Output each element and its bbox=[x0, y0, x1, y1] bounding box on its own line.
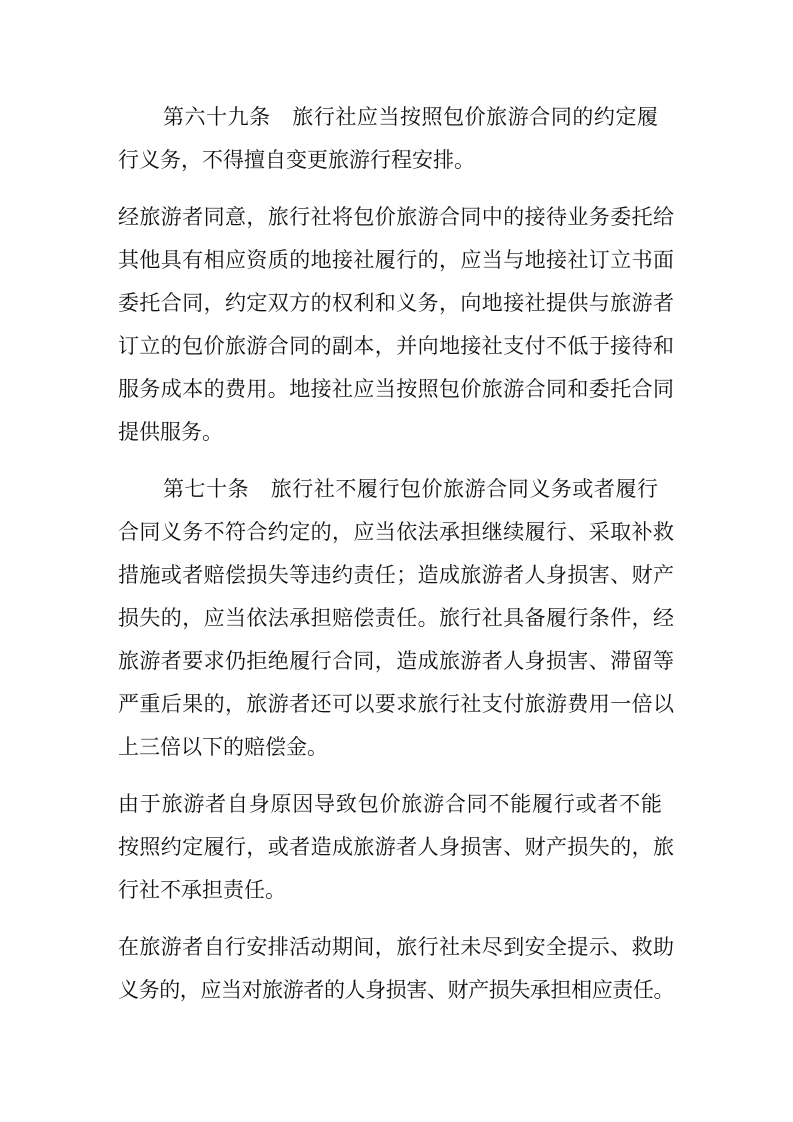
paragraph-line: 义务的，应当对旅游者的人身损害、财产损失承担相应责任。 bbox=[118, 978, 674, 1002]
paragraph-line: 服务成本的费用。地接社应当按照包价旅游合同和委托合同 bbox=[118, 377, 674, 401]
article-69-paragraph bbox=[118, 96, 674, 182]
paragraph-line: 订立的包价旅游合同的副本，并向地接社支付不低于接待和 bbox=[118, 334, 674, 358]
article-70-paragraph bbox=[118, 468, 674, 769]
paragraph-line: 合同义务不符合约定的，应当依法承担继续履行、采取补救 bbox=[118, 520, 674, 544]
paragraph-line: 其他具有相应资质的地接社履行的，应当与地接社订立书面 bbox=[118, 248, 674, 272]
paragraph-line: 由于旅游者自身原因导致包价旅游合同不能履行或者不能 bbox=[118, 792, 662, 816]
paragraph-line: 行社不承担责任。 bbox=[118, 878, 286, 902]
paragraph-line: 委托合同，约定双方的权利和义务，向地接社提供与旅游者 bbox=[118, 291, 674, 315]
paragraph-line: 行义务，不得擅自变更旅游行程安排。 bbox=[118, 148, 475, 172]
paragraph-line: 提供服务。 bbox=[118, 420, 223, 444]
paragraph-line: 第七十条 旅行社不履行包价旅游合同义务或者履行 bbox=[163, 477, 658, 501]
paragraph-line: 措施或者赔偿损失等违约责任；造成旅游者人身损害、财产 bbox=[118, 563, 674, 587]
paragraph-line: 上三倍以下的赔偿金。 bbox=[118, 735, 328, 759]
paragraph-line: 严重后果的，旅游者还可以要求旅行社支付旅游费用一倍以 bbox=[118, 692, 674, 716]
article-69-delegation-paragraph bbox=[118, 196, 674, 454]
paragraph-line: 经旅游者同意，旅行社将包价旅游合同中的接待业务委托给 bbox=[118, 205, 674, 229]
paragraph-line: 按照约定履行，或者造成旅游者人身损害、财产损失的，旅 bbox=[118, 835, 674, 859]
free-activity-paragraph bbox=[118, 926, 674, 1012]
document-body bbox=[118, 96, 674, 1026]
paragraph-line: 在旅游者自行安排活动期间，旅行社未尽到安全提示、救助 bbox=[118, 935, 674, 959]
paragraph-line: 损失的，应当依法承担赔偿责任。旅行社具备履行条件，经 bbox=[118, 606, 674, 630]
tourist-fault-paragraph bbox=[118, 783, 674, 912]
paragraph-line: 第六十九条 旅行社应当按照包价旅游合同的约定履 bbox=[163, 105, 658, 129]
paragraph-line: 旅游者要求仍拒绝履行合同，造成旅游者人身损害、滞留等 bbox=[118, 649, 674, 673]
